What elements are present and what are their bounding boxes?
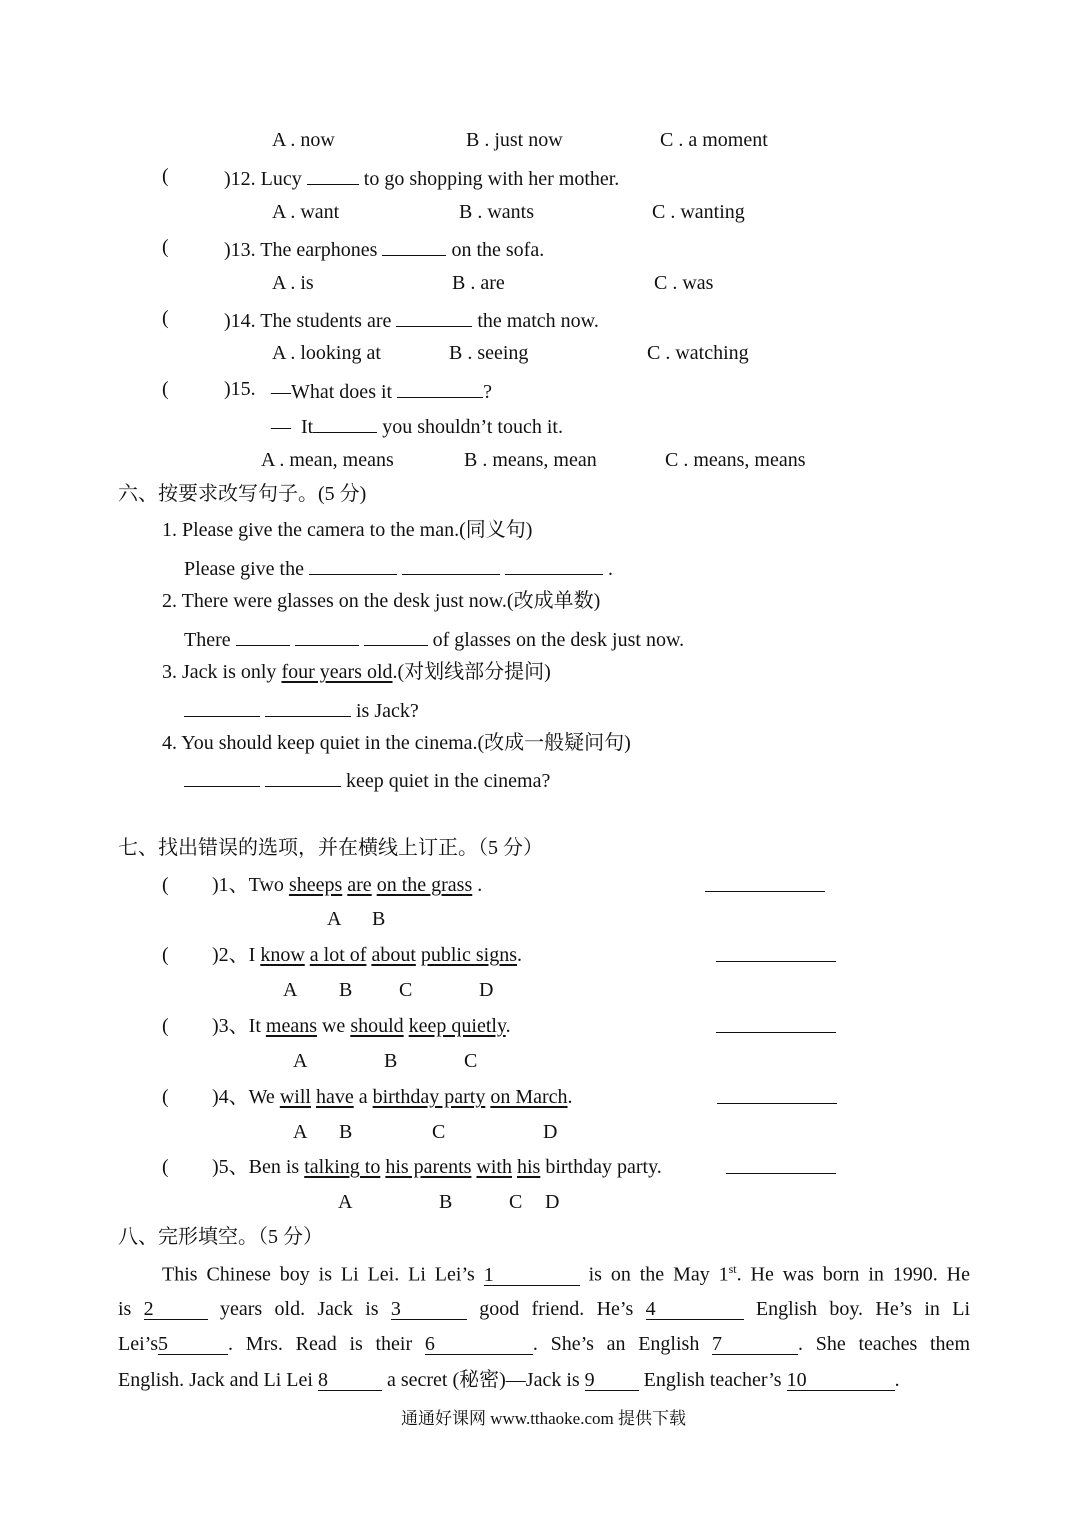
q14-option-c: C . watching	[647, 342, 749, 364]
cloze-blank-3[interactable]: 3	[391, 1299, 467, 1320]
sec7-q3-sentence: )3、It means we should keep quietly.	[212, 1015, 511, 1037]
sec7-q5-label-b: B	[439, 1191, 453, 1213]
sec6-item4: 4. You should keep quiet in the cinema.(改成一般疑问句)	[162, 732, 631, 754]
cloze-blank-2[interactable]: 2	[144, 1299, 208, 1320]
sec7-q5-sentence: )5、Ben is talking to his parents with his birthday party.	[212, 1156, 662, 1178]
sec6-item4-answer: keep quiet in the cinema?	[184, 768, 550, 791]
cloze-blank-5[interactable]: 5	[158, 1334, 228, 1355]
q11-option-c: C . a moment	[660, 129, 768, 151]
sec7-q5-paren[interactable]: (	[162, 1156, 169, 1178]
sec6-item2-blank-3[interactable]	[364, 627, 428, 646]
cloze-blank-10[interactable]: 10	[787, 1370, 895, 1391]
q15-blank-1[interactable]	[397, 379, 483, 398]
sec7-q2-label-b: B	[339, 979, 353, 1001]
cloze-line-3: Lei’s5 . Mrs. Read is their 6 . She’s an English 7 . She teaches them	[118, 1333, 970, 1355]
q12-answer-paren[interactable]: (	[162, 165, 169, 187]
cloze-line-1: This Chinese boy is Li Lei. Li Lei’s 1 is on the May 1st. He was born in 1990. He	[162, 1262, 970, 1286]
sec7-q5-label-d: D	[545, 1191, 560, 1213]
q11-option-a: A . now	[272, 129, 335, 151]
q15-blank-2[interactable]	[313, 414, 377, 433]
q14-blank[interactable]	[396, 308, 472, 327]
sec6-item1-blank-1[interactable]	[309, 556, 397, 575]
sec7-q3-label-b: B	[384, 1050, 398, 1072]
sec7-q1-sentence: )1、Two sheeps are on the grass .	[212, 874, 483, 896]
cloze-blank-7[interactable]: 7	[712, 1334, 798, 1355]
q13-blank[interactable]	[382, 237, 446, 256]
cloze-blank-9[interactable]: 9	[585, 1370, 639, 1391]
cloze-blank-4[interactable]: 4	[646, 1299, 744, 1320]
section8-title: 八、完形填空。（5 分）	[118, 1226, 323, 1248]
sec7-q3-label-a: A	[293, 1050, 308, 1072]
sec7-q3-label-c: C	[464, 1050, 478, 1072]
q15-answer-paren[interactable]: (	[162, 378, 169, 400]
q15-option-b: B . means, mean	[464, 449, 597, 471]
sec7-q1-correction-line[interactable]	[705, 873, 825, 892]
sec6-item2-answer: There of glasses on the desk just now.	[184, 629, 685, 651]
q13-option-c: C . was	[654, 272, 714, 294]
cloze-blank-6[interactable]: 6	[425, 1334, 533, 1355]
sec6-item1-answer: Please give the .	[184, 558, 613, 580]
section6-title: 六、按要求改写句子。(5 分)	[118, 483, 367, 505]
q15-option-a: A . mean, means	[261, 449, 394, 471]
section7-title: 七、找出错误的选项，并在横线上订正。（5 分）	[118, 837, 543, 859]
sec7-q4-correction-line[interactable]	[717, 1085, 837, 1104]
q14-option-a: A . looking at	[272, 342, 381, 364]
q13-option-a: A . is	[272, 272, 314, 294]
sec7-q2-label-d: D	[479, 979, 494, 1001]
q12-option-c: C . wanting	[652, 201, 745, 223]
sec6-item1: 1. Please give the camera to the man.(同义句)	[162, 519, 533, 541]
sec7-q2-label-c: C	[399, 979, 413, 1001]
q15-number: )15.	[224, 378, 256, 400]
sec7-q4-label-c: C	[432, 1121, 446, 1143]
cloze-line-2: is 2 years old. Jack is 3 good friend. He’s 4 English boy. He’s in Li	[118, 1298, 971, 1320]
cloze-line-4: English. Jack and Li Lei 8 a secret (秘密)—Jack is 9 English teacher’s 10 .	[118, 1369, 900, 1391]
sec6-item1-blank-3[interactable]	[505, 556, 603, 575]
sec7-q4-sentence: )4、We will have a birthday party on March.	[212, 1086, 573, 1108]
cloze-blank-1[interactable]: 1	[484, 1265, 580, 1286]
sec7-q2-correction-line[interactable]	[716, 943, 836, 962]
sec7-q4-label-b: B	[339, 1121, 353, 1143]
q14-option-b: B . seeing	[449, 342, 529, 364]
sec7-q4-label-a: A	[293, 1121, 308, 1143]
q12-question: )12. Lucy to go shopping with her mother.	[224, 168, 620, 190]
sec6-item3-underlined: four years old	[281, 661, 393, 683]
sec6-item2-blank-1[interactable]	[236, 627, 290, 646]
sec7-q4-label-d: D	[543, 1121, 558, 1143]
q15-line2: — It you shouldn’t touch it.	[271, 416, 563, 438]
q15-line1: —What does it ?	[271, 381, 492, 403]
q12-blank[interactable]	[307, 166, 359, 185]
sec7-q2-label-a: A	[283, 979, 298, 1001]
sec7-q2-sentence: )2、I know a lot of about public signs.	[212, 944, 522, 966]
q13-question: )13. The earphones on the sofa.	[224, 239, 545, 261]
sec6-item3-blank-2[interactable]	[265, 698, 351, 717]
sec6-item2-blank-2[interactable]	[295, 627, 359, 646]
q13-answer-paren[interactable]: (	[162, 236, 169, 258]
sec6-item3-blank-1[interactable]	[184, 698, 260, 717]
q12-option-a: A . want	[272, 201, 340, 223]
sec6-item3-answer: is Jack?	[184, 698, 419, 721]
cloze-blank-8[interactable]: 8	[318, 1370, 382, 1391]
sec7-q1-paren[interactable]: (	[162, 874, 169, 896]
sec7-q4-paren[interactable]: (	[162, 1086, 169, 1108]
sec6-item1-blank-2[interactable]	[402, 556, 500, 575]
sec7-q3-paren[interactable]: (	[162, 1015, 169, 1037]
sec6-item4-blank-1[interactable]	[184, 768, 260, 787]
sec6-item4-blank-2[interactable]	[265, 768, 341, 787]
q14-answer-paren[interactable]: (	[162, 307, 169, 329]
q12-option-b: B . wants	[459, 201, 534, 223]
q13-option-b: B . are	[452, 272, 505, 294]
page-footer: 通通好课网 www.tthaoke.com 提供下载	[400, 1409, 687, 1428]
sec7-q5-correction-line[interactable]	[726, 1155, 836, 1174]
sec7-q5-label-a: A	[338, 1191, 353, 1213]
sec7-q3-correction-line[interactable]	[716, 1014, 836, 1033]
sec6-item2: 2. There were glasses on the desk just now.(改成单数)	[162, 590, 601, 612]
sec7-q5-label-c: C	[509, 1191, 523, 1213]
q11-option-b: B . just now	[466, 129, 563, 151]
sec7-q2-paren[interactable]: (	[162, 944, 169, 966]
sec6-item3: 3. Jack is only four years old.(对划线部分提问)	[162, 661, 551, 683]
q14-question: )14. The students are the match now.	[224, 310, 599, 332]
q15-option-c: C . means, means	[665, 449, 806, 471]
sec7-q1-label-b: B	[372, 908, 386, 930]
sec7-q1-label-a: A	[327, 908, 342, 930]
